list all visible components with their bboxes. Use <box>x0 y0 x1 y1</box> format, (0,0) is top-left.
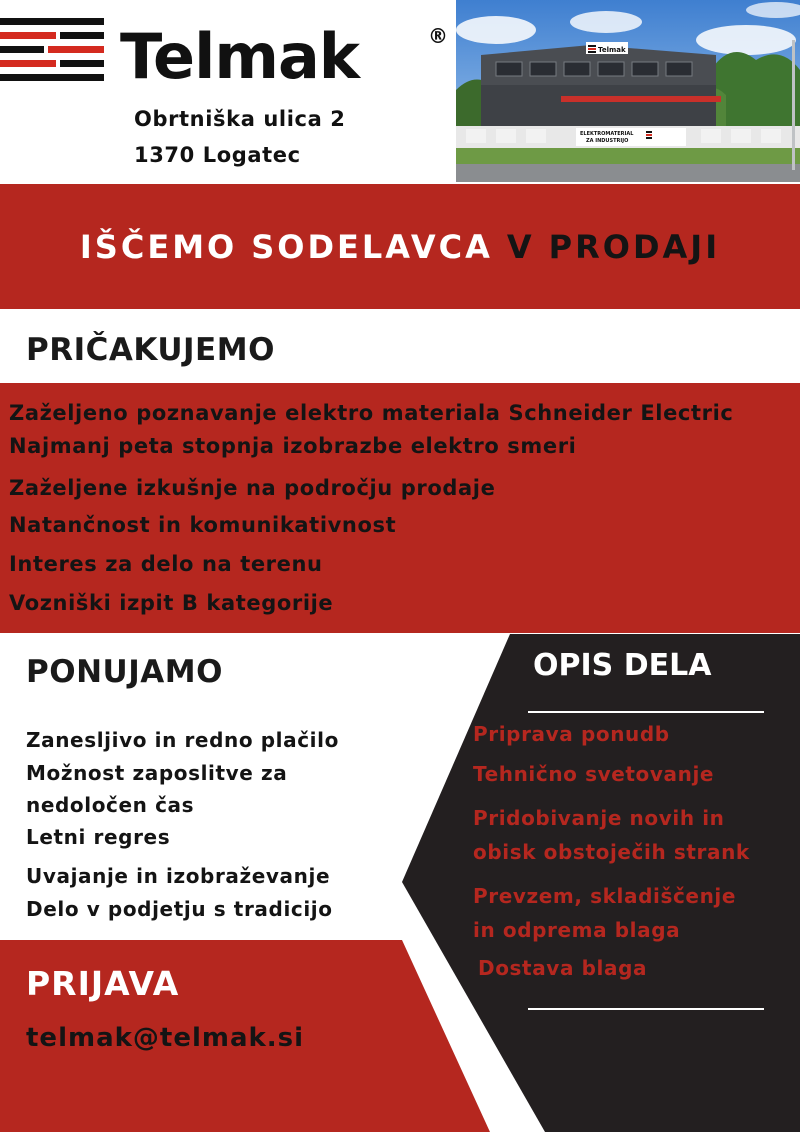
address-street: Obrtniška ulica 2 <box>134 107 346 131</box>
logo-wordmark: Telmak <box>120 20 360 93</box>
job-task: in odprema blaga <box>473 918 681 942</box>
photo-sign-banner-line2: ZA INDUSTRIJO <box>586 138 629 144</box>
headline-word-4: PRODAJI <box>548 227 721 266</box>
address-city: 1370 Logatec <box>134 143 301 167</box>
offer-line: Možnost zaposlitve za <box>26 761 288 785</box>
job-description-bottom-divider <box>528 1008 764 1010</box>
apply-title: PRIJAVA <box>26 964 180 1003</box>
expectation-item: Zaželjene izkušnje na področju prodaje <box>9 476 496 500</box>
apply-email[interactable]: telmak@telmak.si <box>26 1023 305 1053</box>
expectation-item: Natančnost in komunikativnost <box>9 513 397 537</box>
job-task: obisk obstoječih strank <box>473 840 750 864</box>
expectation-item: Zaželjeno poznavanje elektro materiala Schneider Electric <box>9 401 734 425</box>
expectation-item: Interes za delo na terenu <box>9 552 323 576</box>
photo-sign-brand: Telmak <box>598 46 626 54</box>
job-description-title: OPIS DELA <box>533 648 712 683</box>
expectation-item: Najmanj peta stopnja izobrazbe elektro smeri <box>9 434 577 458</box>
job-task: Tehnično svetovanje <box>473 762 715 786</box>
offer-title: PONUJAMO <box>26 654 223 690</box>
registered-mark: ® <box>428 24 448 48</box>
offer-line: Zanesljivo in redno plačilo <box>26 728 339 752</box>
job-task: Prevzem, skladiščenje <box>473 884 737 908</box>
expectations-title: PRIČAKUJEMO <box>26 332 275 368</box>
job-task: Pridobivanje novih in <box>473 806 725 830</box>
offer-line: Delo v podjetju s tradicijo <box>26 897 333 921</box>
job-description-top-divider <box>528 711 764 713</box>
headline-word-3: V <box>506 227 535 266</box>
headline-word-1: IŠČEMO <box>79 227 238 266</box>
expectation-item: Vozniški izpit B kategorije <box>9 591 334 615</box>
photo-sign-banner-line1: ELEKTROMATERIAL <box>580 131 634 137</box>
offer-line: nedoločen čas <box>26 793 195 817</box>
job-task: Dostava blaga <box>478 956 648 980</box>
headline-word-2: SODELAVCA <box>251 227 493 266</box>
offer-line: Uvajanje in izobraževanje <box>26 864 331 888</box>
job-task: Priprava ponudb <box>473 722 670 746</box>
offer-line: Letni regres <box>26 825 171 849</box>
